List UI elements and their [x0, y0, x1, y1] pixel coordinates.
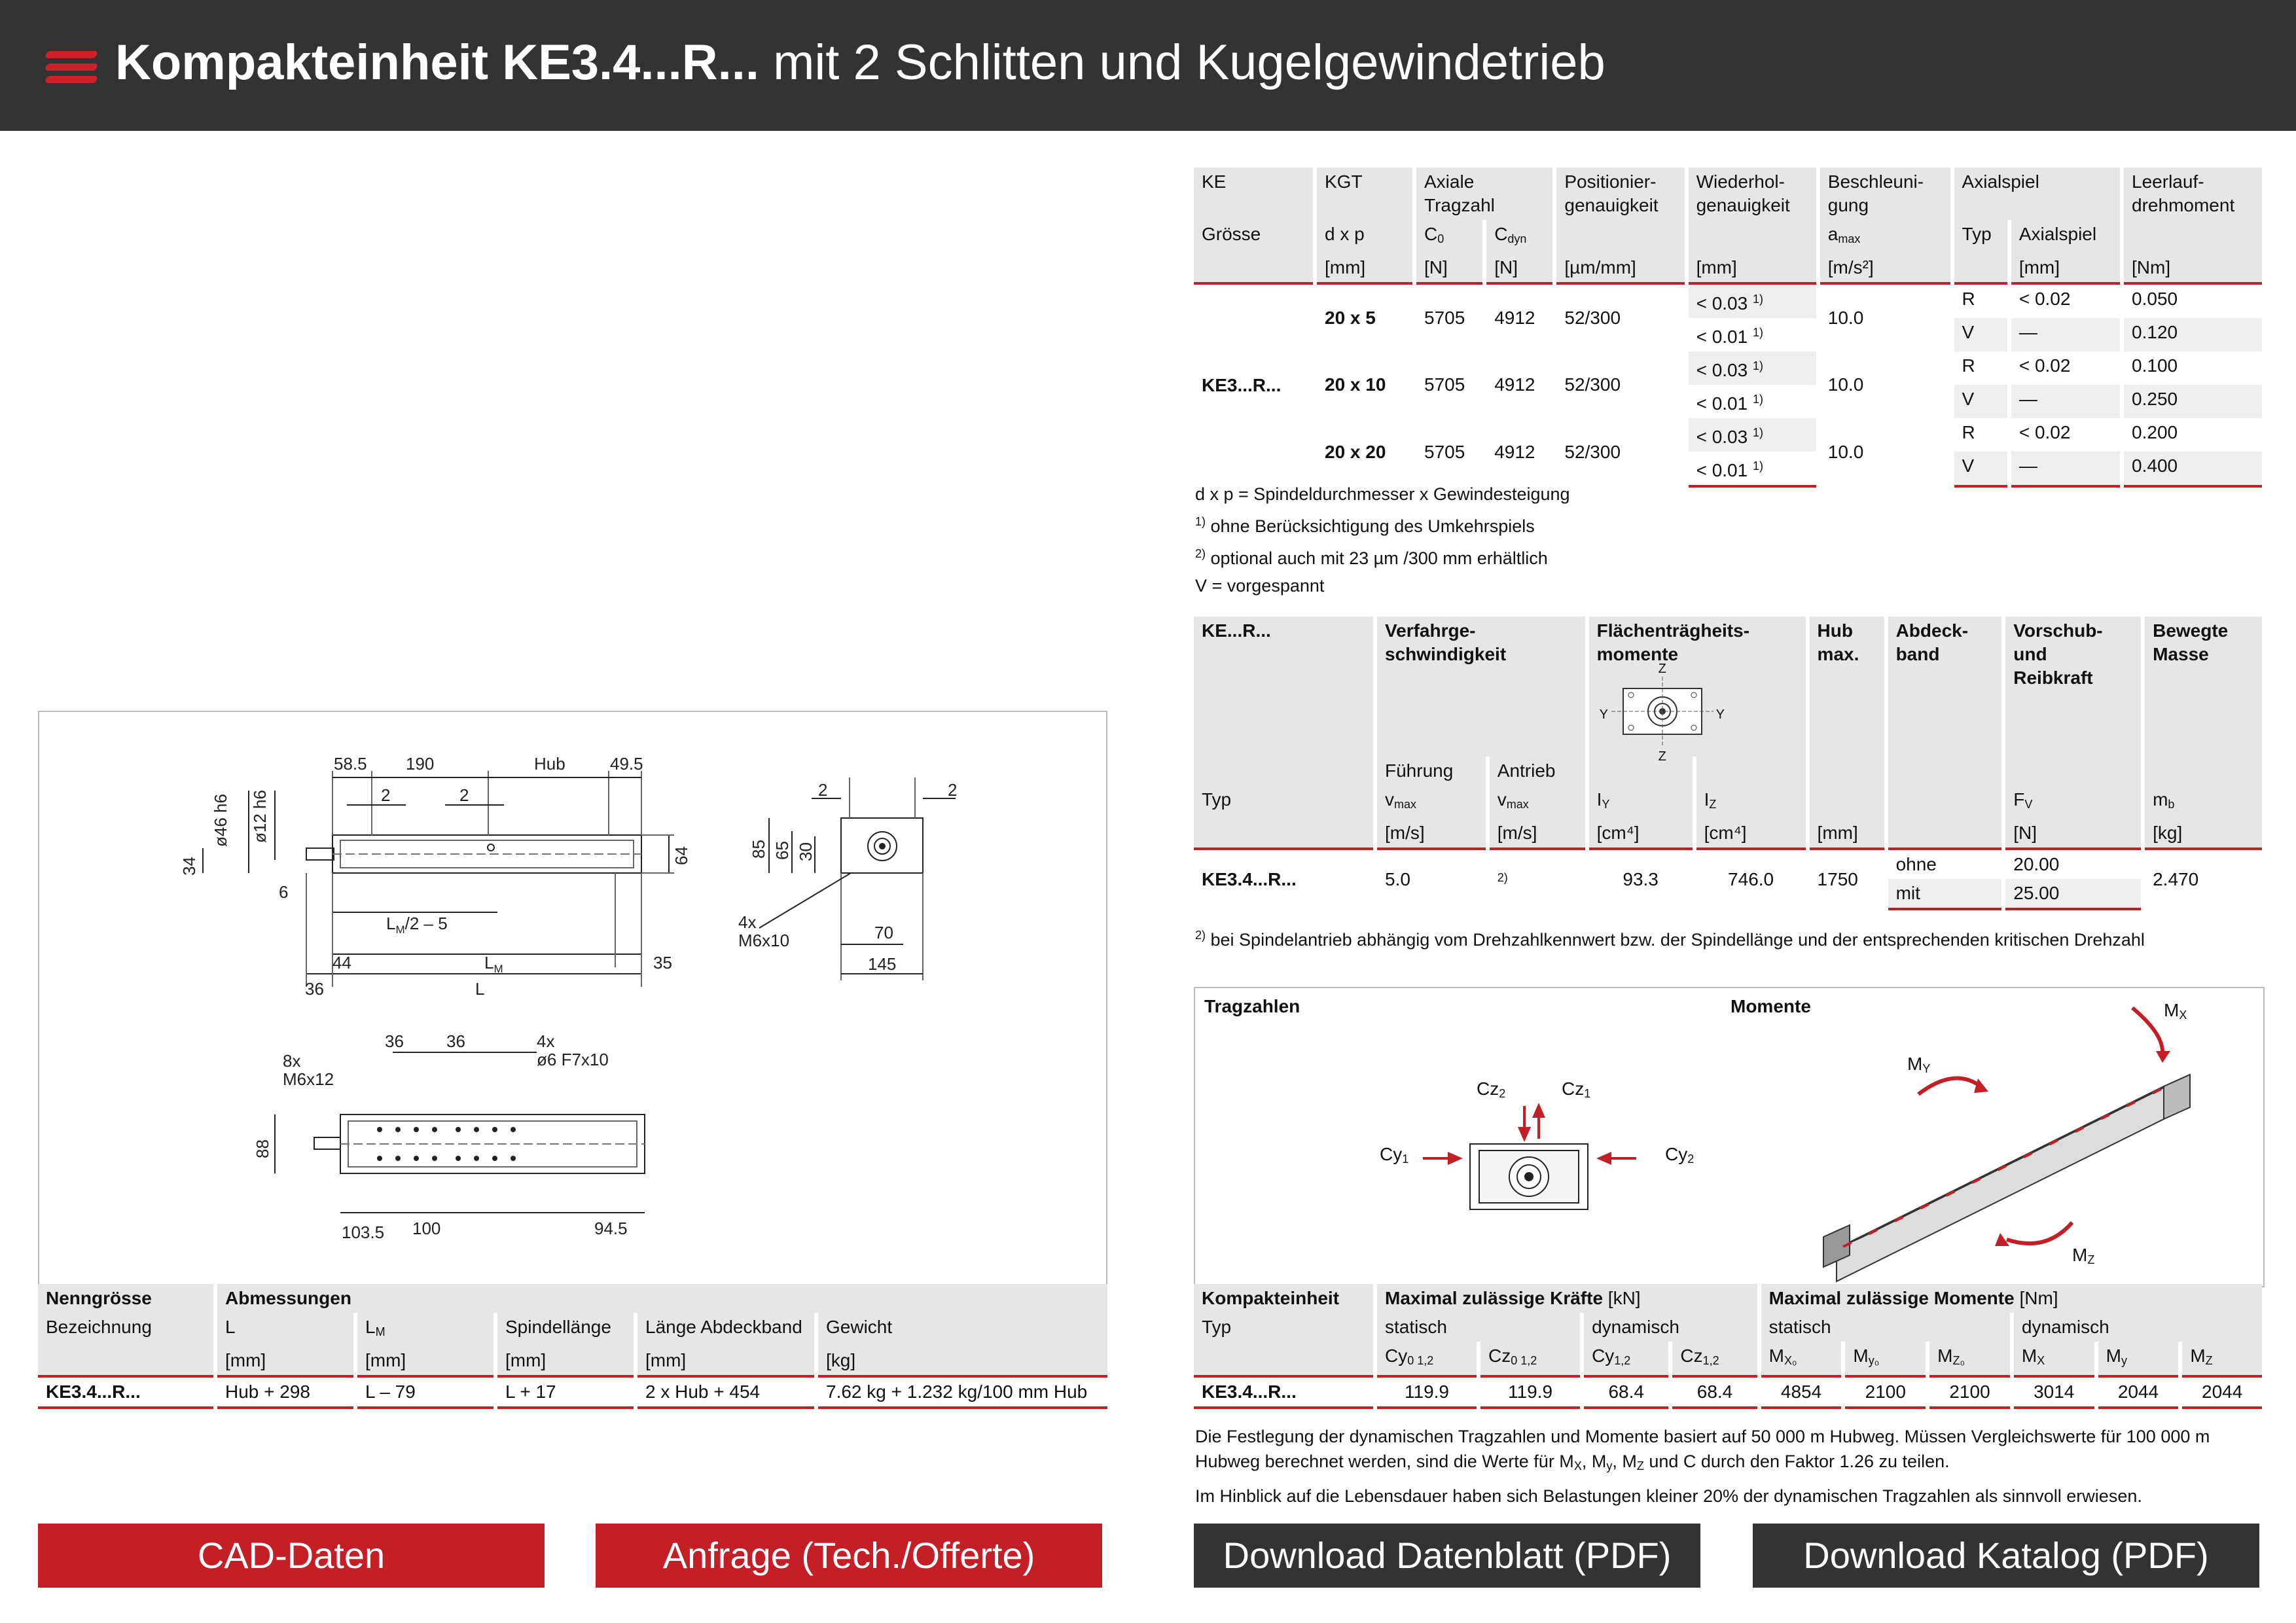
- sub-c: $Cy_{1,2}$: [1582, 1342, 1670, 1376]
- sub-spindel: Spindellänge: [495, 1313, 636, 1346]
- spindel: L + 17: [495, 1376, 636, 1408]
- m2: 0.250: [2122, 385, 2262, 418]
- unit: [cm⁴]: [1587, 819, 1695, 849]
- sub-groesse: Grösse: [1194, 220, 1315, 253]
- note-line: Die Festlegung der dynamischen Tragzahlen und Momente basiert auf 50 000 m Hubweg. Müssen Vergleichswerte für 100 000 m: [1195, 1427, 2210, 1446]
- dim: 6: [279, 882, 289, 902]
- unit: [cm⁴]: [1695, 819, 1808, 849]
- sub-statisch: statisch: [1375, 1313, 1582, 1342]
- col-leer: Leerlauf- drehmoment: [2122, 168, 2262, 220]
- dim: 2: [948, 780, 958, 800]
- blank: [2003, 757, 2143, 785]
- footnotes-1: [1195, 480, 1570, 599]
- m1: 0.200: [2122, 418, 2262, 452]
- axis-z-label: Z: [1658, 749, 1666, 764]
- dim: 2: [381, 785, 391, 805]
- blank: [1587, 757, 1695, 785]
- sub-cdyn: $C_{dyn}$: [1484, 220, 1554, 253]
- sub-typ: Typ: [1194, 785, 1375, 819]
- a2: —: [2009, 385, 2122, 418]
- note-line: Hubweg berechnet werden, sind die Werte für $M_X$, $M_y$, $M_Z$ und C durch den Faktor 1.26 zu teilen.: [1195, 1452, 1950, 1472]
- unit-n1: [N]: [1414, 253, 1484, 283]
- dim: 88: [253, 1139, 272, 1158]
- col-axialspiel: Axialspiel: [1952, 168, 2122, 220]
- kgt: 20 x 5: [1315, 283, 1414, 351]
- t2: V: [1952, 452, 2009, 486]
- footnote-line: V = vorgespannt: [1195, 576, 1325, 596]
- m2: 0.120: [2122, 318, 2262, 351]
- t1: R: [1952, 283, 2009, 318]
- cz2-label: $Cz_2$: [1477, 1079, 1506, 1100]
- sub-c0: $C_0$: [1414, 220, 1484, 253]
- unit: [mm]: [355, 1346, 495, 1376]
- fuehrung: 5.0: [1375, 849, 1488, 909]
- col-kraefte: Maximal zulässige Kräfte [kN]: [1375, 1284, 1759, 1313]
- blank: [1194, 757, 1375, 785]
- lm: L – 79: [355, 1376, 495, 1408]
- dim: 36: [385, 1031, 404, 1051]
- dim: 94.5: [594, 1219, 628, 1238]
- table-row: [38, 1376, 1107, 1408]
- l: Hub + 298: [215, 1376, 355, 1408]
- pos: 52/300: [1554, 351, 1686, 418]
- mx-label: $M_X$: [2164, 1000, 2187, 1022]
- dim: 103.5: [342, 1222, 385, 1242]
- f2: 25.00: [2003, 879, 2143, 909]
- load-diagram: [1194, 987, 2265, 1287]
- unit-empty: [1194, 253, 1315, 283]
- dim: 4x: [537, 1031, 555, 1051]
- dim: $L_M/2 - 5$: [386, 914, 448, 936]
- technical-drawing: [38, 711, 1107, 1289]
- sub-dxp: d x p: [1315, 220, 1414, 253]
- value: 119.9: [1375, 1376, 1479, 1408]
- unit: [mm]: [495, 1346, 636, 1376]
- mass: 2.470: [2143, 849, 2262, 909]
- f1: 20.00: [2003, 849, 2143, 879]
- name: KE3.4...R...: [38, 1376, 215, 1408]
- a1: < 0.02: [2009, 283, 2122, 318]
- unit-wied: [mm]: [1687, 253, 1818, 283]
- sub-iz: $I_Z$: [1695, 785, 1808, 819]
- col-axial: Axiale Tragzahl: [1414, 168, 1554, 220]
- sub-fv: $F_V$: [2003, 785, 2143, 819]
- dim: 65: [772, 841, 792, 860]
- download-catalog-button[interactable]: Download Katalog (PDF): [1753, 1524, 2259, 1588]
- ke-name: KE3...R...: [1202, 375, 1282, 395]
- blank: [1886, 785, 2004, 819]
- pos: 52/300: [1554, 283, 1686, 351]
- value: 2044: [2180, 1376, 2262, 1408]
- load-table: [1194, 1284, 2262, 1409]
- a1: < 0.02: [2009, 418, 2122, 452]
- unit: [mm]: [215, 1346, 355, 1376]
- cz1-label: $Cz_1$: [1562, 1079, 1591, 1100]
- dim: 2: [459, 785, 469, 805]
- c0: 5705: [1414, 351, 1484, 418]
- acc: 10.0: [1818, 283, 1952, 351]
- acc: 10.0: [1818, 418, 1952, 486]
- sub-bez: Bezeichnung: [38, 1313, 215, 1346]
- notes: [1195, 1424, 2210, 1508]
- abd2: mit: [1886, 879, 2004, 909]
- cdyn: 4912: [1484, 418, 1554, 486]
- dim: 58.5: [334, 754, 367, 774]
- unit: [kg]: [2143, 819, 2262, 849]
- page-title: Kompakteinheit KE3.4...R... mit 2 Schlitten und Kugelgewindetrieb: [115, 35, 1605, 90]
- footnote-line: d x p = Spindeldurchmesser x Gewindesteigung: [1195, 484, 1570, 504]
- col-pos: Positionier- genauigkeit: [1554, 168, 1686, 220]
- unit: [mm]: [636, 1346, 816, 1376]
- value: 2044: [2096, 1376, 2181, 1408]
- spec-table: [1194, 168, 2262, 488]
- w2: < 0.01 $^{1)}$: [1687, 318, 1818, 351]
- col-bew: Bewegte Masse: [2143, 616, 2262, 757]
- unit-empty2: [1952, 253, 2009, 283]
- m1: 0.100: [2122, 351, 2262, 385]
- my-label: $M_Y$: [1907, 1054, 1931, 1075]
- dim: 100: [412, 1219, 441, 1238]
- note-line: Im Hinblick auf die Lebensdauer haben sich Belastungen kleiner 20% der dynamischen Tragzahlen als sinnvoll erwiesen.: [1195, 1486, 2142, 1506]
- unit-pos: [µm/mm]: [1554, 253, 1686, 283]
- t2: V: [1952, 318, 2009, 351]
- sub-axialspiel: Axialspiel: [2009, 220, 2122, 253]
- menu-lines-icon: [46, 51, 99, 84]
- abd1: ohne: [1886, 849, 2004, 879]
- table-row: [1194, 418, 2262, 452]
- footnote-line: $^{2)}$ optional auch mit 23 µm /300 mm erhältlich: [1195, 547, 1548, 568]
- blank: [1194, 819, 1375, 849]
- unit: [m/s]: [1375, 819, 1488, 849]
- dim: 36: [305, 979, 324, 999]
- cy2-label: $Cy_2$: [1665, 1144, 1695, 1166]
- blank: [1886, 819, 2004, 849]
- col-wied: Wiederhol- genauigkeit: [1687, 168, 1818, 220]
- blank: [1194, 1342, 1375, 1376]
- unit-acc: [m/s²]: [1818, 253, 1952, 283]
- momente-label: Momente: [1731, 996, 1811, 1016]
- col-abd: Abdeck- band: [1886, 616, 2004, 757]
- sub-l: L: [215, 1313, 355, 1346]
- dim: 30: [796, 842, 816, 861]
- blank: [2143, 757, 2262, 785]
- value: 119.9: [1479, 1376, 1582, 1408]
- name: KE3.4...R...: [1194, 1376, 1375, 1408]
- dim: 36: [446, 1031, 465, 1051]
- unit-axs: [mm]: [2009, 253, 2122, 283]
- tragzahlen-label: Tragzahlen: [1204, 996, 1300, 1016]
- sub-antrieb: Antrieb: [1488, 757, 1587, 785]
- dim: M6x12: [283, 1069, 334, 1089]
- dimension-table: [38, 1284, 1107, 1409]
- t1: R: [1952, 418, 2009, 452]
- dim: 70: [874, 923, 893, 942]
- dim: 64: [672, 846, 691, 865]
- dim: 85: [749, 840, 768, 859]
- w2: < 0.01 $^{1)}$: [1687, 452, 1818, 486]
- kgt: 20 x 20: [1315, 418, 1414, 486]
- cdyn: 4912: [1484, 283, 1554, 351]
- unit-torque: [Nm]: [2122, 253, 2262, 283]
- iz: 746.0: [1695, 849, 1808, 909]
- cdyn: 4912: [1484, 351, 1554, 418]
- dim: ø12 h6: [250, 790, 270, 843]
- blank: [1808, 785, 1886, 819]
- cross-section-icon: [1597, 669, 1728, 754]
- download-datasheet-button[interactable]: Download Datenblatt (PDF): [1194, 1524, 1700, 1588]
- dim: 2: [818, 780, 828, 800]
- col-momente: Maximal zulässige Momente [Nm]: [1759, 1284, 2262, 1313]
- dim: 44: [332, 953, 351, 972]
- value: 2100: [1928, 1376, 2012, 1408]
- sub-statisch: statisch: [1759, 1313, 2012, 1342]
- pos: 52/300: [1554, 418, 1686, 486]
- col-ke: KE...R...: [1194, 616, 1375, 757]
- col-besch: Beschleuni- gung: [1818, 168, 1952, 220]
- col-flaech: Flächenträgheits- momente Z Z Y Y: [1587, 616, 1808, 757]
- footnote-line: $^{1)}$ ohne Berücksichtigung des Umkehrspiels: [1195, 515, 1535, 536]
- hub: 1750: [1808, 849, 1886, 909]
- sub-m: $M_{y_0}$: [1843, 1342, 1928, 1376]
- unit: [mm]: [1808, 819, 1886, 849]
- c0: 5705: [1414, 418, 1484, 486]
- col-vor: Vorschub- und Reibkraft: [2003, 616, 2143, 757]
- sub-typ: Typ: [1194, 1313, 1375, 1342]
- unit-n2: [N]: [1484, 253, 1554, 283]
- sub-m: $M_y$: [2096, 1342, 2181, 1376]
- unit-mm: [mm]: [1315, 253, 1414, 283]
- sub-empty2: [1687, 220, 1818, 253]
- dim: 35: [653, 953, 672, 972]
- sub-abdeck: Länge Abdeckband: [636, 1313, 816, 1346]
- table-row: [1194, 351, 2262, 385]
- sub-typ: Typ: [1952, 220, 2009, 253]
- value: 3014: [2012, 1376, 2096, 1408]
- col-ke: KE: [1194, 168, 1315, 220]
- abdeck: 2 x Hub + 454: [636, 1376, 816, 1408]
- value: 2100: [1843, 1376, 1928, 1408]
- t2: V: [1952, 385, 2009, 418]
- axis-y-label: Y: [1715, 707, 1725, 722]
- a1: < 0.02: [2009, 351, 2122, 385]
- sub-empty3: [2122, 220, 2262, 253]
- sub-c: $Cy_{0 1,2}$: [1375, 1342, 1479, 1376]
- dim: $L_M$: [484, 953, 503, 975]
- drawing-svg: [39, 712, 1106, 1288]
- mz-label: $M_Z$: [2072, 1245, 2095, 1266]
- sub-fuehrung: Führung: [1375, 757, 1488, 785]
- typ: KE3.4...R...: [1202, 869, 1297, 889]
- sub-mb: $m_b$: [2143, 785, 2262, 819]
- sub-amax: $a_{max}$: [1818, 220, 1952, 253]
- sub-vmax: $v_{max}$: [1488, 785, 1587, 819]
- w1: < 0.03 $^{1)}$: [1687, 283, 1818, 318]
- a2: —: [2009, 318, 2122, 351]
- col-kompakt: Kompakteinheit: [1194, 1284, 1375, 1313]
- a2: —: [2009, 452, 2122, 486]
- w1: < 0.03 $^{1)}$: [1687, 418, 1818, 452]
- sub-gewicht: Gewicht: [816, 1313, 1107, 1346]
- sub-m: $M_Z$: [2180, 1342, 2262, 1376]
- sub-vmax: $v_{max}$: [1375, 785, 1488, 819]
- performance-table: [1194, 616, 2262, 910]
- dim: 49.5: [610, 754, 643, 774]
- dim: ø6 F7x10: [537, 1050, 609, 1069]
- dim: Hub: [534, 754, 565, 774]
- dim: 8x: [283, 1051, 301, 1071]
- table-row: [1194, 1376, 2262, 1408]
- unit: [kg]: [816, 1346, 1107, 1376]
- t1: R: [1952, 351, 2009, 385]
- acc: 10.0: [1818, 351, 1952, 418]
- value: 68.4: [1582, 1376, 1670, 1408]
- iy: 93.3: [1587, 849, 1695, 909]
- w1: < 0.03 $^{1)}$: [1687, 351, 1818, 385]
- dim: 145: [868, 954, 897, 974]
- blank: [1695, 757, 1808, 785]
- request-button[interactable]: Anfrage (Tech./Offerte): [596, 1524, 1102, 1588]
- dim: L: [475, 979, 485, 999]
- col-kgt: KGT: [1315, 168, 1414, 220]
- sub-dynamisch: dynamisch: [1582, 1313, 1759, 1342]
- m2: 0.400: [2122, 452, 2262, 486]
- kgt: 20 x 10: [1315, 351, 1414, 418]
- sub-lm: $L_M$: [355, 1313, 495, 1346]
- unit: [m/s]: [1488, 819, 1587, 849]
- antrieb: 2): [1497, 870, 1508, 884]
- sub-c: $Cz_{1,2}$: [1670, 1342, 1759, 1376]
- col-verf: Verfahrge- schwindigkeit: [1375, 616, 1587, 757]
- value: 68.4: [1670, 1376, 1759, 1408]
- w2: < 0.01 $^{1)}$: [1687, 385, 1818, 418]
- dim: 190: [406, 754, 435, 774]
- value: 4854: [1759, 1376, 1844, 1408]
- m1: 0.050: [2122, 283, 2262, 318]
- blank: [1808, 757, 1886, 785]
- col-abm: Abmessungen: [215, 1284, 1107, 1313]
- blank: [38, 1346, 215, 1376]
- col-hub: Hub max.: [1808, 616, 1886, 757]
- sub-empty1: [1554, 220, 1686, 253]
- blank: [1886, 757, 2004, 785]
- dim: ø46 h6: [211, 794, 230, 847]
- sub-c: $Cz_{0 1,2}$: [1479, 1342, 1582, 1376]
- table-row: [1194, 283, 2262, 318]
- table-row: [1194, 849, 2262, 879]
- sub-m: $M_{Z_0}$: [1928, 1342, 2012, 1376]
- gewicht: 7.62 kg + 1.232 kg/100 mm Hub: [816, 1376, 1107, 1408]
- load-svg: [1195, 988, 2263, 1286]
- sub-m: $M_X$: [2012, 1342, 2096, 1376]
- page-header: [0, 0, 2296, 131]
- dim: 4x: [738, 912, 757, 932]
- dim: 34: [179, 857, 199, 876]
- unit: [N]: [2003, 819, 2143, 849]
- sub-iy: $I_Y$: [1587, 785, 1695, 819]
- col-nenn: Nenngrösse: [38, 1284, 215, 1313]
- dim: M6x10: [738, 931, 790, 950]
- sub-m: $M_{X_0}$: [1759, 1342, 1844, 1376]
- axis-z-label: Z: [1658, 662, 1666, 676]
- sub-dynamisch: dynamisch: [2012, 1313, 2262, 1342]
- c0: 5705: [1414, 283, 1484, 351]
- footnote-2: $^{2)}$ bei Spindelantrieb abhängig vom Drehzahlkennwert bzw. der Spindellänge und der entsprechenden kritischen Drehzahl: [1195, 929, 2145, 950]
- cad-data-button[interactable]: CAD-Daten: [38, 1524, 545, 1588]
- profile-cross-section: [1597, 662, 1728, 764]
- cy1-label: $Cy_1$: [1380, 1144, 1409, 1166]
- axis-y-label: Y: [1599, 707, 1608, 722]
